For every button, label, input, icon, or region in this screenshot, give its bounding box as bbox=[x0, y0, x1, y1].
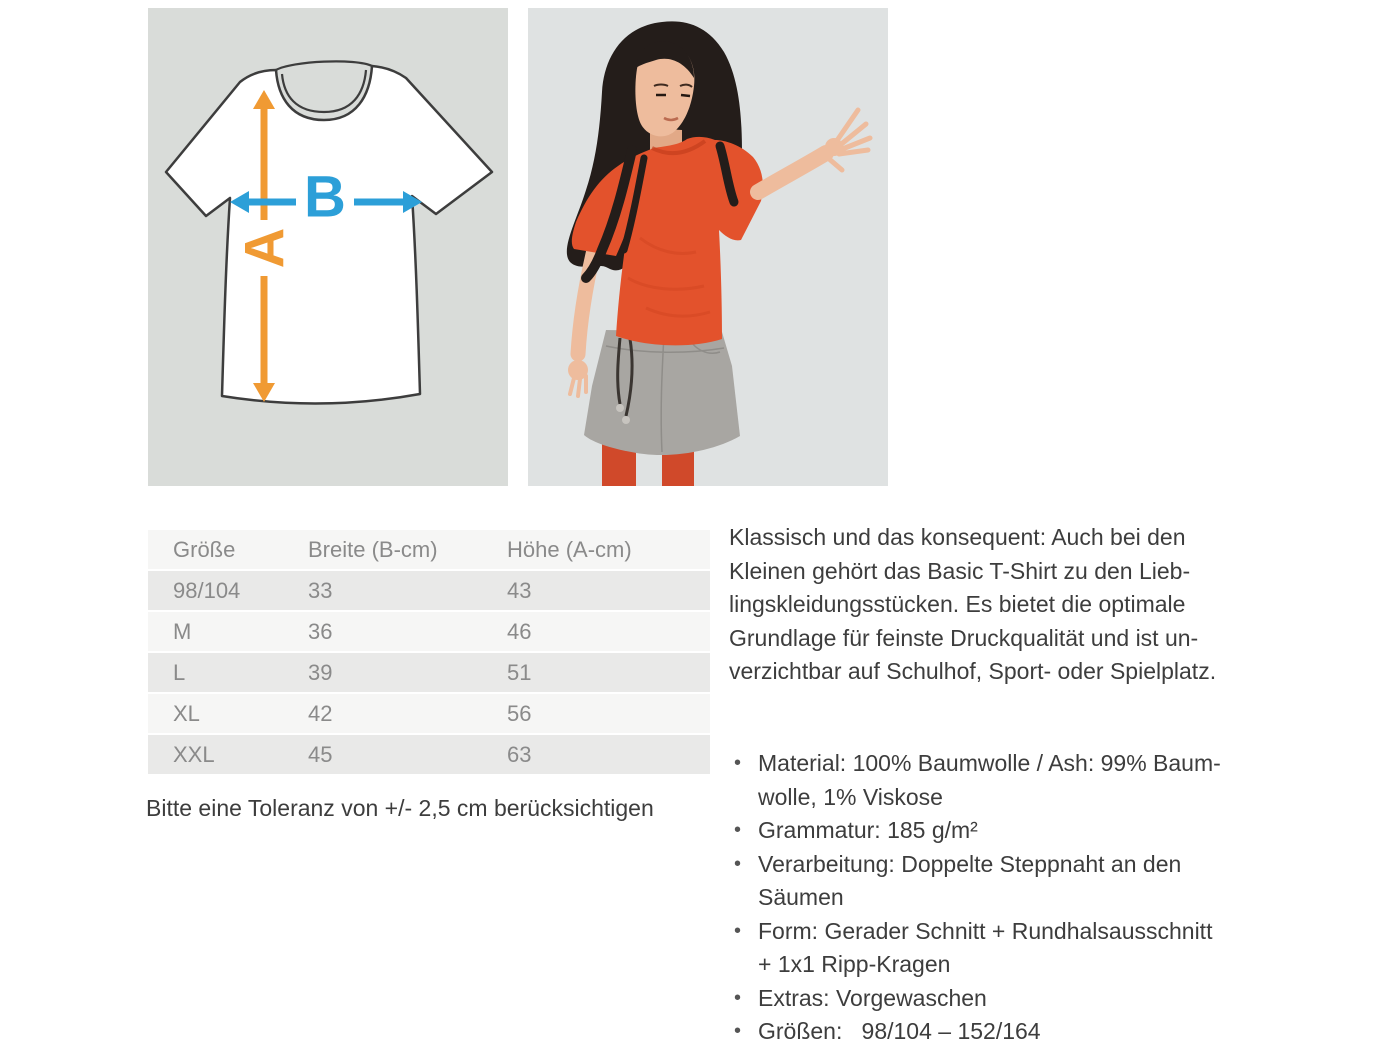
bullet-icon: • bbox=[734, 852, 742, 875]
detail-item-groessen bbox=[729, 1015, 1221, 1044]
product-photo-illustration bbox=[528, 8, 888, 486]
detail-item-form bbox=[729, 915, 1221, 982]
description-line: Klassisch und das konsequent: Auch bei den bbox=[729, 524, 1186, 550]
cell-hoehe: 51 bbox=[507, 652, 710, 693]
cell-breite: 39 bbox=[308, 652, 507, 693]
size-table bbox=[148, 530, 710, 776]
size-diagram bbox=[148, 8, 508, 486]
description-line: Kleinen gehört das Basic T-Shirt zu den Lieb- bbox=[729, 557, 1191, 584]
cell-breite: 42 bbox=[308, 693, 507, 734]
detail-line: Extras: Vorgewaschen bbox=[758, 984, 987, 1011]
product-details-list bbox=[729, 747, 1221, 1044]
detail-text bbox=[758, 747, 1221, 814]
tolerance-note: Bitte eine Toleranz von +/- 2,5 cm berücksichtigen bbox=[146, 795, 654, 821]
size-table-row bbox=[148, 570, 710, 611]
size-table-header-hoehe: Höhe (A-cm) bbox=[507, 530, 710, 570]
size-table-header-groesse: Größe bbox=[148, 530, 308, 570]
detail-line: Säumen bbox=[758, 884, 844, 910]
measure-label-b: B bbox=[304, 164, 346, 230]
cell-breite: 36 bbox=[308, 611, 507, 652]
detail-line: Größen: 98/104 – 152/164 bbox=[758, 1018, 1041, 1044]
detail-line: Material: 100% Baumwolle / Ash: 99% Baum- bbox=[758, 750, 1221, 776]
bullet-icon: • bbox=[734, 919, 742, 942]
size-table-row bbox=[148, 693, 710, 734]
cell-hoehe: 46 bbox=[507, 611, 710, 652]
size-table-row bbox=[148, 734, 710, 775]
detail-line: Form: Gerader Schnitt + Rundhalsausschnitt bbox=[758, 917, 1213, 944]
cell-size: XXL bbox=[148, 734, 308, 775]
detail-text bbox=[758, 915, 1212, 982]
detail-text bbox=[758, 1015, 1041, 1044]
cell-breite: 33 bbox=[308, 570, 507, 611]
detail-item-material bbox=[729, 747, 1221, 814]
product-description bbox=[729, 521, 1216, 689]
cell-size: L bbox=[148, 652, 308, 693]
detail-line: Verarbeitung: Doppelte Steppnaht an den bbox=[758, 850, 1182, 877]
detail-text bbox=[758, 814, 978, 848]
cell-size: 98/104 bbox=[148, 570, 308, 611]
detail-item-verarbeitung bbox=[729, 848, 1221, 915]
size-table-row bbox=[148, 652, 710, 693]
detail-line: + 1x1 Ripp-Kragen bbox=[758, 951, 951, 977]
bullet-icon: • bbox=[734, 819, 742, 841]
cell-hoehe: 63 bbox=[507, 734, 710, 775]
size-diagram-graphic bbox=[148, 8, 508, 486]
description-line: verzichtbar auf Schulhof, Sport- oder Spielplatz. bbox=[729, 658, 1217, 684]
cell-size: XL bbox=[148, 693, 308, 734]
product-photo bbox=[528, 8, 888, 486]
bullet-icon: • bbox=[734, 752, 742, 774]
cell-hoehe: 43 bbox=[507, 570, 710, 611]
measure-label-a: A bbox=[232, 227, 296, 269]
detail-item-grammatur bbox=[729, 814, 1221, 848]
cell-size: M bbox=[148, 611, 308, 652]
description-line: Grundlage für feinste Druckqualität und ist un- bbox=[729, 624, 1199, 651]
detail-text bbox=[758, 848, 1181, 915]
detail-line: Grammatur: 185 g/m² bbox=[758, 817, 978, 843]
cell-breite: 45 bbox=[308, 734, 507, 775]
bullet-icon: • bbox=[734, 1020, 742, 1042]
detail-text bbox=[758, 982, 987, 1016]
size-table-header-row bbox=[148, 530, 710, 570]
detail-line: wolle, 1% Viskose bbox=[758, 783, 943, 810]
detail-item-extras bbox=[729, 982, 1221, 1016]
cell-hoehe: 56 bbox=[507, 693, 710, 734]
size-table-row bbox=[148, 611, 710, 652]
skirt-graphic bbox=[584, 330, 740, 455]
size-table-header-breite: Breite (B-cm) bbox=[308, 530, 507, 570]
description-line: lingskleidungsstücken. Es bietet die optimale bbox=[729, 591, 1186, 617]
bullet-icon: • bbox=[734, 986, 742, 1009]
